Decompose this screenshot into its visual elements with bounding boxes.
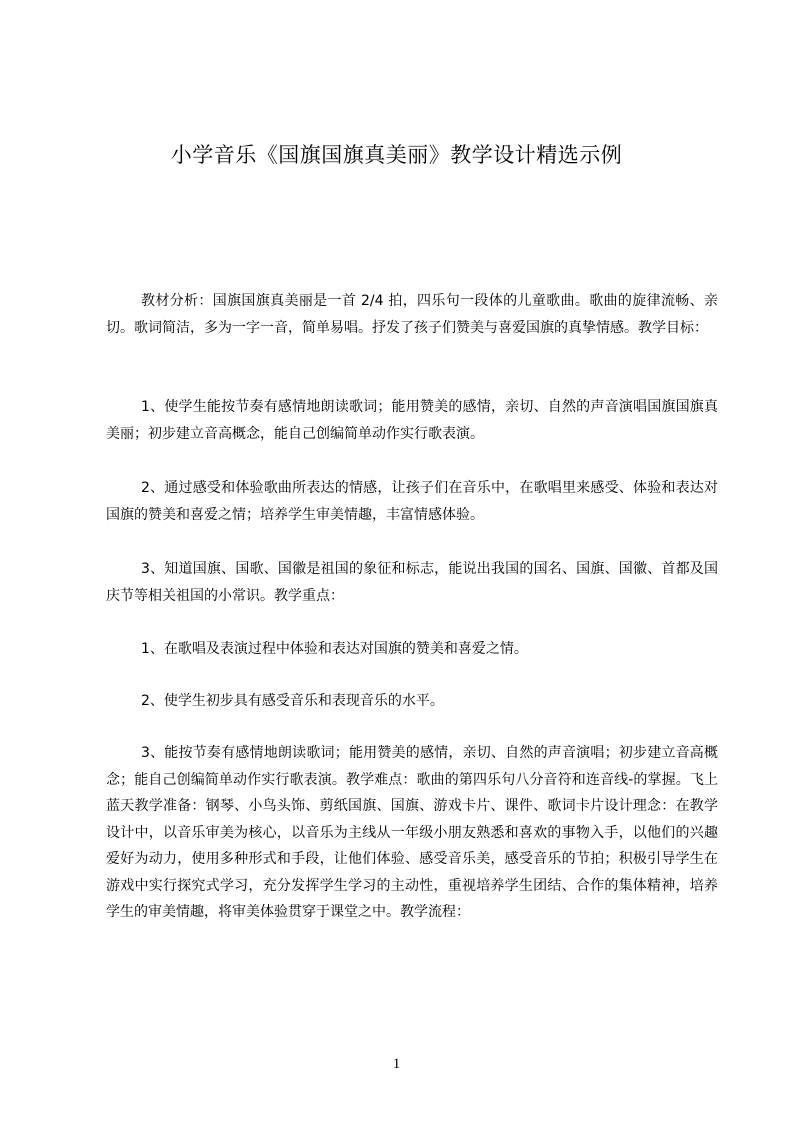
document-title: 小学音乐《国旗国旗真美丽》教学设计精选示例 (170, 143, 623, 167)
paragraph-goal-3: 3、知道国旗、国歌、国徽是祖国的象征和标志，能说出我国的国名、国旗、国徽、首都及国庆节等相关祖国的小常识。教学重点： (106, 561, 718, 604)
paragraph-key-point-2: 2、使学生初步具有感受音乐和表现音乐的水平。 (141, 693, 444, 709)
paragraph-key-point-1: 1、在歌唱及表演过程中体验和表达对国旗的赞美和喜爱之情。 (141, 641, 528, 657)
paragraph-key-point-3: 3、能按节奏有感情地朗读歌词；能用赞美的感情，亲切、自然的声音演唱；初步建立音高概念；能自己创编简单动作实行歌表演。教学难点：歌曲的第四乐句八分音符和连音线-的掌握。飞上蓝天教学准备：钢琴、小鸟头饰、剪纸国旗、国旗、游戏卡片、课件、歌词卡片设计理念：在教学设计中，以音乐审美为核心，以音乐为主线从一年级小朋友熟悉和喜欢的事物入手，以他们的兴趣爱好为动力，使用多种形式和手段，让他们体验、感受音乐美，感受音乐的节拍；积极引导学生在游戏中实行探究式学习，充分发挥学生学习的主动性，重视培养学生团结、合作的集体精神，培养学生的审美情趣，将审美体验贯穿于课堂之中。教学流程： (106, 745, 718, 920)
paragraph-goal-2: 2、通过感受和体验歌曲所表达的情感，让孩子们在音乐中，在歌唱里来感受、体验和表达对国旗的赞美和喜爱之情；培养学生审美情趣，丰富情感体验。 (106, 480, 718, 523)
paragraph-material-analysis: 教材分析：国旗国旗真美丽是一首 2/4 拍，四乐句一段体的儿童歌曲。歌曲的旋律流畅、亲切。歌词简洁，多为一字一音，简单易唱。抒发了孩子们赞美与喜爱国旗的真挚情感。教学目标： (106, 293, 718, 336)
page-number: 1 (392, 1056, 401, 1072)
paragraph-goal-1: 1、使学生能按节奏有感情地朗读歌词；能用赞美的感情，亲切、自然的声音演唱国旗国旗真美丽；初步建立音高概念，能自己创编简单动作实行歌表演。 (106, 399, 718, 442)
